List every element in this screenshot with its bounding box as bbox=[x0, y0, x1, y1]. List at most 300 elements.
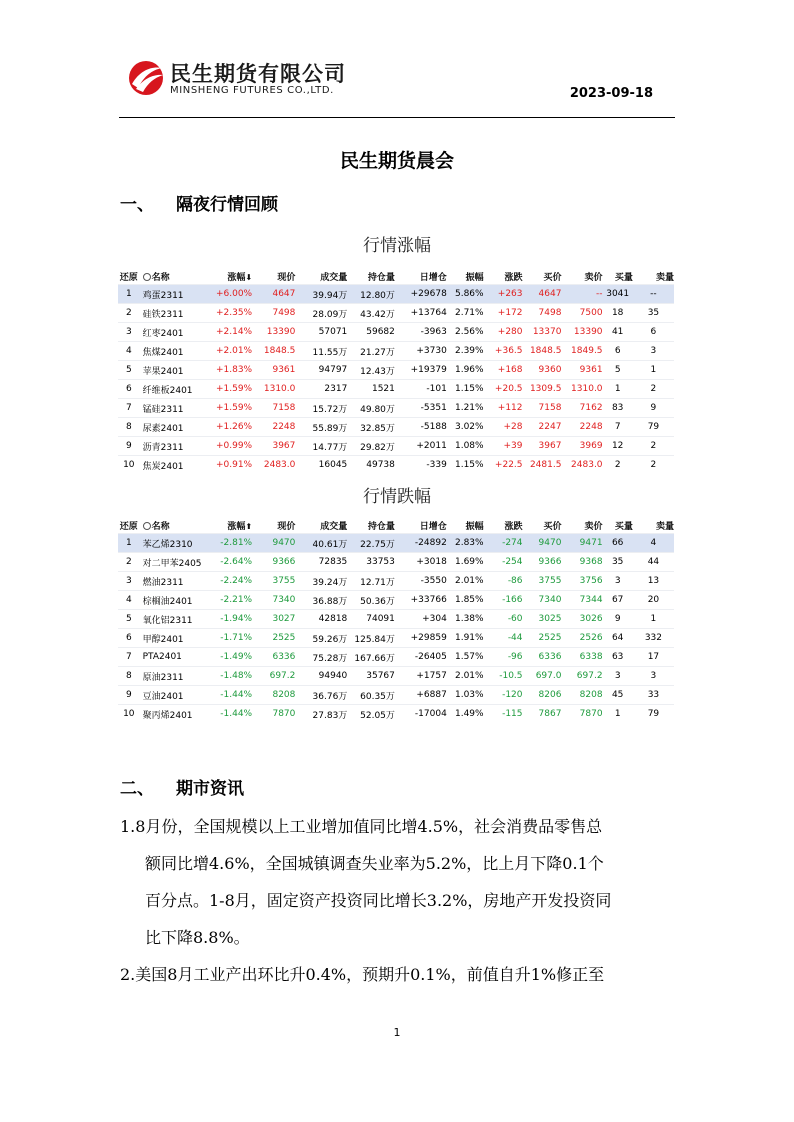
cell-name: 甲醇2401 bbox=[140, 629, 207, 648]
column-header-label: 成交量 bbox=[320, 272, 348, 283]
cell-oi: 35767 bbox=[347, 667, 395, 686]
column-header-chg[interactable] bbox=[484, 517, 523, 534]
column-header-askv[interactable] bbox=[633, 268, 674, 285]
cell-idx: 9 bbox=[118, 686, 140, 705]
cell-name: 苹果2401 bbox=[140, 361, 207, 380]
column-header-idx[interactable] bbox=[118, 268, 140, 285]
column-header-name[interactable] bbox=[140, 268, 207, 285]
cell-name: 硅铁2311 bbox=[140, 304, 207, 323]
section-number: 二、 bbox=[120, 779, 154, 799]
column-header-label: 振幅 bbox=[465, 272, 484, 283]
cell-bidv: 9 bbox=[603, 610, 633, 629]
table-row[interactable] bbox=[118, 342, 674, 361]
cell-price: 2483.0 bbox=[252, 456, 295, 475]
cell-askv: 79 bbox=[633, 705, 674, 724]
column-header-vol[interactable] bbox=[295, 268, 347, 285]
cell-bid: 7340 bbox=[523, 591, 562, 610]
cell-amp: 1.08% bbox=[447, 437, 484, 456]
news-line: 百分点。1-8月，固定资产投资同比增长3.2%，房地产开发投资同 bbox=[145, 891, 612, 910]
cell-bidv: 2 bbox=[603, 456, 633, 475]
cell-doi: +29859 bbox=[395, 629, 447, 648]
cell-pct: -2.64% bbox=[207, 553, 252, 572]
cell-bidv: 5 bbox=[603, 361, 633, 380]
cell-bid: 6336 bbox=[523, 648, 562, 667]
column-header-label: 振幅 bbox=[465, 521, 484, 532]
cell-name: 红枣2401 bbox=[140, 323, 207, 342]
cell-name: 对二甲苯2405 bbox=[140, 553, 207, 572]
table-row[interactable] bbox=[118, 534, 674, 553]
cell-ask: 697.2 bbox=[561, 667, 602, 686]
table-row[interactable] bbox=[118, 591, 674, 610]
cell-chg: +20.5 bbox=[484, 380, 523, 399]
cell-name: 燃油2311 bbox=[140, 572, 207, 591]
table-row[interactable] bbox=[118, 686, 674, 705]
cell-vol: 36.88万 bbox=[295, 591, 347, 610]
minsheng-logo-icon bbox=[126, 58, 166, 98]
cell-price: 1848.5 bbox=[252, 342, 295, 361]
cell-amp: 1.96% bbox=[447, 361, 484, 380]
cell-price: 9361 bbox=[252, 361, 295, 380]
cell-idx: 9 bbox=[118, 437, 140, 456]
column-header-chg[interactable] bbox=[484, 268, 523, 285]
cell-pct: +2.01% bbox=[207, 342, 252, 361]
cell-bidv: 64 bbox=[603, 629, 633, 648]
cell-name: 纤维板2401 bbox=[140, 380, 207, 399]
cell-pct: -1.94% bbox=[207, 610, 252, 629]
cell-vol: 55.89万 bbox=[295, 418, 347, 437]
cell-doi: -24892 bbox=[395, 534, 447, 553]
sort-asc-arrow-icon: ⬆ bbox=[245, 521, 253, 531]
column-header-label: 买价 bbox=[543, 521, 562, 532]
section-heading-2 bbox=[120, 774, 244, 799]
cell-doi: +19379 bbox=[395, 361, 447, 380]
news-line: 2.美国8月工业产出环比升0.4%，预期升0.1%，前值自升1%修正至 bbox=[120, 965, 605, 984]
table-row[interactable] bbox=[118, 648, 674, 667]
cell-idx: 1 bbox=[118, 534, 140, 553]
cell-ask: 9471 bbox=[561, 534, 602, 553]
cell-name: PTA2401 bbox=[140, 648, 207, 667]
cell-idx: 8 bbox=[118, 667, 140, 686]
header-divider bbox=[119, 117, 675, 118]
cell-chg: -10.5 bbox=[484, 667, 523, 686]
column-header-askv[interactable] bbox=[633, 517, 674, 534]
cell-askv: 1 bbox=[633, 610, 674, 629]
cell-price: 3755 bbox=[252, 572, 295, 591]
table-row[interactable] bbox=[118, 667, 674, 686]
cell-amp: 2.71% bbox=[447, 304, 484, 323]
cell-doi: -101 bbox=[395, 380, 447, 399]
cell-ask: 2483.0 bbox=[561, 456, 602, 475]
cell-doi: +29678 bbox=[395, 285, 447, 304]
cell-askv: 3 bbox=[633, 667, 674, 686]
cell-idx: 2 bbox=[118, 553, 140, 572]
cell-doi: -26405 bbox=[395, 648, 447, 667]
cell-name: 棕榈油2401 bbox=[140, 591, 207, 610]
page-number: 1 bbox=[393, 1026, 401, 1039]
cell-chg: +22.5 bbox=[484, 456, 523, 475]
column-header-label: 卖价 bbox=[584, 521, 603, 532]
cell-doi: -5351 bbox=[395, 399, 447, 418]
cell-chg: +39 bbox=[484, 437, 523, 456]
company-logo bbox=[126, 58, 366, 100]
cell-ask: 1849.5 bbox=[561, 342, 602, 361]
column-header-bid[interactable] bbox=[523, 268, 562, 285]
cell-ask: 7500 bbox=[561, 304, 602, 323]
cell-amp: 2.83% bbox=[447, 534, 484, 553]
cell-chg: -96 bbox=[484, 648, 523, 667]
cell-bidv: 7 bbox=[603, 418, 633, 437]
cell-chg: +28 bbox=[484, 418, 523, 437]
cell-price: 13390 bbox=[252, 323, 295, 342]
cell-idx: 3 bbox=[118, 323, 140, 342]
cell-idx: 3 bbox=[118, 572, 140, 591]
cell-chg: -274 bbox=[484, 534, 523, 553]
cell-oi: 29.82万 bbox=[347, 437, 395, 456]
column-header-pct[interactable] bbox=[207, 517, 252, 534]
cell-vol: 39.24万 bbox=[295, 572, 347, 591]
table-row[interactable] bbox=[118, 304, 674, 323]
cell-vol: 36.76万 bbox=[295, 686, 347, 705]
cell-ask: 9361 bbox=[561, 361, 602, 380]
cell-pct: +6.00% bbox=[207, 285, 252, 304]
cell-oi: 49.80万 bbox=[347, 399, 395, 418]
cell-askv: 35 bbox=[633, 304, 674, 323]
cell-doi: -339 bbox=[395, 456, 447, 475]
cell-askv: 4 bbox=[633, 534, 674, 553]
cell-oi: 50.36万 bbox=[347, 591, 395, 610]
column-header-amp[interactable] bbox=[447, 268, 484, 285]
logo-text-en: MINSHENG FUTURES CO.,LTD. bbox=[170, 85, 334, 96]
cell-askv: 2 bbox=[633, 380, 674, 399]
cell-ask: 3756 bbox=[561, 572, 602, 591]
cell-chg: -86 bbox=[484, 572, 523, 591]
news-list bbox=[120, 808, 676, 993]
cell-doi: +2011 bbox=[395, 437, 447, 456]
cell-vol: 2317 bbox=[295, 380, 347, 399]
page-title: 民生期货晨会 bbox=[339, 150, 454, 172]
cell-doi: -3550 bbox=[395, 572, 447, 591]
table-row[interactable] bbox=[118, 323, 674, 342]
cell-oi: 12.80万 bbox=[347, 285, 395, 304]
cell-ask: 1310.0 bbox=[561, 380, 602, 399]
cell-chg: -120 bbox=[484, 686, 523, 705]
column-header-ask[interactable] bbox=[561, 268, 602, 285]
loss-table bbox=[118, 517, 674, 723]
cell-amp: 2.39% bbox=[447, 342, 484, 361]
cell-pct: -1.48% bbox=[207, 667, 252, 686]
cell-amp: 2.01% bbox=[447, 667, 484, 686]
cell-bidv: 3041 bbox=[603, 285, 633, 304]
column-header-label: 涨幅 bbox=[227, 521, 246, 532]
cell-amp: 1.15% bbox=[447, 456, 484, 475]
column-header-label: 买价 bbox=[543, 272, 562, 283]
column-header-label: 名称 bbox=[151, 272, 170, 283]
column-header-label: 买量 bbox=[614, 272, 633, 283]
cell-amp: 3.02% bbox=[447, 418, 484, 437]
column-header-ask[interactable] bbox=[561, 517, 602, 534]
column-header-bidv[interactable] bbox=[603, 517, 633, 534]
cell-price: 7870 bbox=[252, 705, 295, 724]
column-header-label: 持仓量 bbox=[367, 521, 395, 532]
column-header-label: 卖价 bbox=[584, 272, 603, 283]
cell-bidv: 67 bbox=[603, 591, 633, 610]
cell-bidv: 3 bbox=[603, 572, 633, 591]
logo-text-cn: 民生期货有限公司 bbox=[170, 62, 346, 86]
cell-price: 697.2 bbox=[252, 667, 295, 686]
cell-oi: 59682 bbox=[347, 323, 395, 342]
column-header-oi[interactable] bbox=[347, 268, 395, 285]
cell-amp: 2.01% bbox=[447, 572, 484, 591]
cell-chg: -166 bbox=[484, 591, 523, 610]
cell-chg: +112 bbox=[484, 399, 523, 418]
cell-price: 9470 bbox=[252, 534, 295, 553]
column-header-label: 日增仓 bbox=[419, 521, 447, 532]
cell-amp: 1.85% bbox=[447, 591, 484, 610]
cell-askv: 3 bbox=[633, 342, 674, 361]
cell-ask: 13390 bbox=[561, 323, 602, 342]
section-number: 一、 bbox=[120, 195, 154, 215]
cell-chg: +36.5 bbox=[484, 342, 523, 361]
cell-name: 焦煤2401 bbox=[140, 342, 207, 361]
cell-bidv: 3 bbox=[603, 667, 633, 686]
table-row[interactable] bbox=[118, 418, 674, 437]
cell-chg: +263 bbox=[484, 285, 523, 304]
column-header-idx[interactable] bbox=[118, 517, 140, 534]
cell-amp: 1.38% bbox=[447, 610, 484, 629]
cell-bid: 3755 bbox=[523, 572, 562, 591]
cell-name: 沥青2311 bbox=[140, 437, 207, 456]
cell-askv: 1 bbox=[633, 361, 674, 380]
column-header-label: 涨幅 bbox=[227, 272, 246, 283]
cell-doi: +6887 bbox=[395, 686, 447, 705]
column-header-label: 还原 bbox=[119, 521, 138, 532]
cell-doi: +3730 bbox=[395, 342, 447, 361]
cell-vol: 16045 bbox=[295, 456, 347, 475]
cell-price: 7158 bbox=[252, 399, 295, 418]
cell-chg: -60 bbox=[484, 610, 523, 629]
cell-bid: 8206 bbox=[523, 686, 562, 705]
cell-idx: 5 bbox=[118, 610, 140, 629]
cell-amp: 1.03% bbox=[447, 686, 484, 705]
cell-askv: 17 bbox=[633, 648, 674, 667]
cell-doi: +33766 bbox=[395, 591, 447, 610]
cell-bidv: 12 bbox=[603, 437, 633, 456]
cell-ask: 7162 bbox=[561, 399, 602, 418]
cell-bidv: 41 bbox=[603, 323, 633, 342]
cell-vol: 94940 bbox=[295, 667, 347, 686]
cell-bidv: 18 bbox=[603, 304, 633, 323]
cell-doi: -3963 bbox=[395, 323, 447, 342]
cell-vol: 14.77万 bbox=[295, 437, 347, 456]
cell-price: 6336 bbox=[252, 648, 295, 667]
cell-askv: 13 bbox=[633, 572, 674, 591]
cell-askv: 2 bbox=[633, 437, 674, 456]
loss-table-title: 行情跌幅 bbox=[363, 487, 431, 507]
cell-doi: +1757 bbox=[395, 667, 447, 686]
cell-chg: +168 bbox=[484, 361, 523, 380]
table-row[interactable] bbox=[118, 629, 674, 648]
cell-bid: 3967 bbox=[523, 437, 562, 456]
column-header-bid[interactable] bbox=[523, 517, 562, 534]
report-date: 2023-09-18 bbox=[569, 86, 653, 101]
cell-amp: 1.49% bbox=[447, 705, 484, 724]
news-line: 1.8月份，全国规模以上工业增加值同比增4.5%，社会消费品零售总 bbox=[120, 817, 603, 836]
cell-price: 2525 bbox=[252, 629, 295, 648]
cell-vol: 57071 bbox=[295, 323, 347, 342]
gain-table-title: 行情涨幅 bbox=[363, 236, 431, 256]
cell-bidv: 63 bbox=[603, 648, 633, 667]
column-header-oi[interactable] bbox=[347, 517, 395, 534]
column-header-price[interactable] bbox=[252, 268, 295, 285]
cell-askv: 9 bbox=[633, 399, 674, 418]
column-header-label: 涨跌 bbox=[504, 272, 523, 283]
cell-bidv: 6 bbox=[603, 342, 633, 361]
cell-oi: 125.84万 bbox=[347, 629, 395, 648]
cell-amp: 1.57% bbox=[447, 648, 484, 667]
cell-name: 鸡蛋2311 bbox=[140, 285, 207, 304]
cell-pct: -1.71% bbox=[207, 629, 252, 648]
cell-name: 氧化铝2311 bbox=[140, 610, 207, 629]
cell-name: 苯乙烯2310 bbox=[140, 534, 207, 553]
cell-ask: 7344 bbox=[561, 591, 602, 610]
table-row[interactable] bbox=[118, 572, 674, 591]
column-header-price[interactable] bbox=[252, 517, 295, 534]
cell-doi: -17004 bbox=[395, 705, 447, 724]
cell-bid: 2481.5 bbox=[523, 456, 562, 475]
cell-doi: +304 bbox=[395, 610, 447, 629]
sort-desc-arrow-icon: ⬇ bbox=[245, 272, 253, 282]
cell-bidv: 1 bbox=[603, 380, 633, 399]
cell-bidv: 1 bbox=[603, 705, 633, 724]
settings-gear-icon[interactable] bbox=[143, 273, 151, 281]
column-header-name[interactable] bbox=[140, 517, 207, 534]
column-header-vol[interactable] bbox=[295, 517, 347, 534]
column-header-doi[interactable] bbox=[395, 268, 447, 285]
cell-pct: +0.91% bbox=[207, 456, 252, 475]
table-row[interactable] bbox=[118, 285, 674, 304]
cell-askv: 33 bbox=[633, 686, 674, 705]
cell-pct: -2.24% bbox=[207, 572, 252, 591]
cell-oi: 49738 bbox=[347, 456, 395, 475]
cell-price: 3967 bbox=[252, 437, 295, 456]
cell-vol: 75.28万 bbox=[295, 648, 347, 667]
cell-pct: -1.44% bbox=[207, 686, 252, 705]
column-header-pct[interactable] bbox=[207, 268, 252, 285]
column-header-label: 涨跌 bbox=[504, 521, 523, 532]
table-row[interactable] bbox=[118, 399, 674, 418]
cell-chg: +172 bbox=[484, 304, 523, 323]
cell-chg: -44 bbox=[484, 629, 523, 648]
cell-oi: 12.43万 bbox=[347, 361, 395, 380]
cell-chg: +280 bbox=[484, 323, 523, 342]
cell-idx: 7 bbox=[118, 399, 140, 418]
table-row[interactable] bbox=[118, 456, 674, 475]
cell-askv: 2 bbox=[633, 456, 674, 475]
cell-name: 豆油2401 bbox=[140, 686, 207, 705]
cell-bid: 7498 bbox=[523, 304, 562, 323]
cell-vol: 59.26万 bbox=[295, 629, 347, 648]
column-header-label: 现价 bbox=[277, 272, 296, 283]
column-header-label: 卖量 bbox=[655, 521, 674, 532]
cell-name: 聚丙烯2401 bbox=[140, 705, 207, 724]
cell-vol: 39.94万 bbox=[295, 285, 347, 304]
cell-chg: -254 bbox=[484, 553, 523, 572]
column-header-label: 买量 bbox=[614, 521, 633, 532]
cell-oi: 43.42万 bbox=[347, 304, 395, 323]
column-header-bidv[interactable] bbox=[603, 268, 633, 285]
cell-ask: 6338 bbox=[561, 648, 602, 667]
cell-idx: 6 bbox=[118, 380, 140, 399]
section-title: 期市资讯 bbox=[176, 779, 244, 799]
cell-idx: 7 bbox=[118, 648, 140, 667]
cell-idx: 6 bbox=[118, 629, 140, 648]
column-header-doi[interactable] bbox=[395, 517, 447, 534]
cell-pct: -1.44% bbox=[207, 705, 252, 724]
cell-pct: -2.21% bbox=[207, 591, 252, 610]
cell-pct: +1.59% bbox=[207, 380, 252, 399]
cell-askv: 6 bbox=[633, 323, 674, 342]
cell-doi: -5188 bbox=[395, 418, 447, 437]
column-header-label: 现价 bbox=[277, 521, 296, 532]
cell-bid: 1848.5 bbox=[523, 342, 562, 361]
cell-oi: 33753 bbox=[347, 553, 395, 572]
cell-bid: 2525 bbox=[523, 629, 562, 648]
cell-pct: +1.26% bbox=[207, 418, 252, 437]
cell-idx: 4 bbox=[118, 591, 140, 610]
cell-bid: 4647 bbox=[523, 285, 562, 304]
column-header-amp[interactable] bbox=[447, 517, 484, 534]
column-header-label: 持仓量 bbox=[367, 272, 395, 283]
cell-bidv: 66 bbox=[603, 534, 633, 553]
cell-askv: 332 bbox=[633, 629, 674, 648]
cell-bidv: 35 bbox=[603, 553, 633, 572]
table-row[interactable] bbox=[118, 705, 674, 724]
cell-askv: -- bbox=[633, 285, 674, 304]
cell-pct: +2.35% bbox=[207, 304, 252, 323]
cell-bidv: 83 bbox=[603, 399, 633, 418]
table-row[interactable] bbox=[118, 610, 674, 629]
table-row[interactable] bbox=[118, 437, 674, 456]
cell-oi: 52.05万 bbox=[347, 705, 395, 724]
cell-oi: 60.35万 bbox=[347, 686, 395, 705]
cell-ask: 9368 bbox=[561, 553, 602, 572]
table-row[interactable] bbox=[118, 380, 674, 399]
cell-oi: 167.66万 bbox=[347, 648, 395, 667]
table-row[interactable] bbox=[118, 553, 674, 572]
column-header-label: 日增仓 bbox=[419, 272, 447, 283]
cell-bid: 9470 bbox=[523, 534, 562, 553]
cell-askv: 79 bbox=[633, 418, 674, 437]
cell-askv: 44 bbox=[633, 553, 674, 572]
cell-ask: 2526 bbox=[561, 629, 602, 648]
cell-idx: 2 bbox=[118, 304, 140, 323]
cell-price: 9366 bbox=[252, 553, 295, 572]
news-item bbox=[120, 956, 676, 993]
settings-gear-icon[interactable] bbox=[143, 522, 151, 530]
cell-pct: +1.59% bbox=[207, 399, 252, 418]
cell-bid: 2247 bbox=[523, 418, 562, 437]
cell-bid: 3025 bbox=[523, 610, 562, 629]
cell-vol: 40.61万 bbox=[295, 534, 347, 553]
cell-price: 3027 bbox=[252, 610, 295, 629]
cell-oi: 1521 bbox=[347, 380, 395, 399]
cell-amp: 5.86% bbox=[447, 285, 484, 304]
cell-idx: 10 bbox=[118, 456, 140, 475]
table-row[interactable] bbox=[118, 361, 674, 380]
cell-amp: 1.21% bbox=[447, 399, 484, 418]
cell-name: 尿素2401 bbox=[140, 418, 207, 437]
cell-price: 7498 bbox=[252, 304, 295, 323]
